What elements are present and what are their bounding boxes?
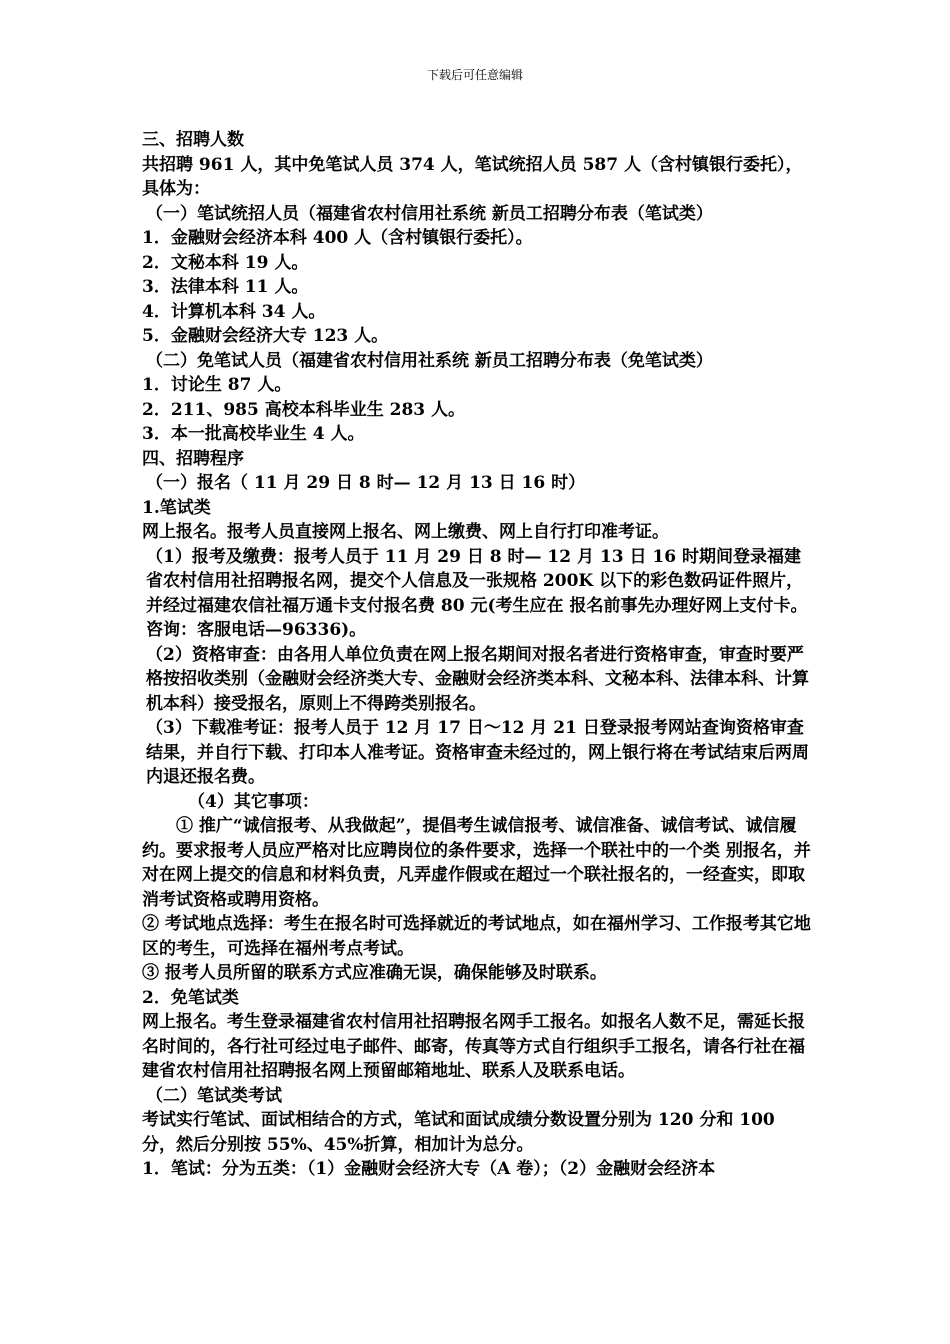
list-item: 5．金融财会经济大专 123 人。	[142, 326, 389, 346]
subsection-heading: （二）笔试类考试	[146, 1085, 282, 1106]
subsection-heading: 2．免笔试类	[142, 987, 239, 1008]
list-item: 1．讨论生 87 人。	[142, 375, 292, 395]
subsection-heading: （一）报名（ 11 月 29 日 8 时— 12 月 13 日 16 时）	[146, 473, 586, 493]
section-heading: 三、招聘人数	[142, 130, 244, 150]
paragraph: 考试实行笔试、面试相结合的方式，笔试和面试成绩分数设置分别为 120 分和 100 分，然后分别按 55%、45%折算，相加计为总分。	[142, 1110, 775, 1155]
paragraph: 1．笔试：分为五类：（1）金融财会经济大专（A 卷）；（2）金融财会经济本	[142, 1159, 716, 1179]
paragraph: ② 考试地点选择：考生在报名时可选择就近的考试地点，如在福州学习、工作报考其它地区的考生，可选择在福州考点考试。	[142, 914, 811, 959]
list-item: 2．文秘本科 19 人。	[142, 252, 309, 273]
subsection-heading: （一）笔试统招人员（福建省农村信用社系统 新员工招聘分布表（笔试类）	[146, 203, 713, 224]
paragraph: （4）其它事项：	[188, 791, 319, 812]
paragraph: ① 推广“诚信报考、从我做起”，提倡考生诚信报考、诚信准备、诚信考试、诚信履约。要求报考人员应严格对比应聘岗位的条件要求，选择一个联社中的一个类 别报名，并对在网上提交的信息和材料负责，凡弄虚作假或在超过一个联社报名的，一经查实，即取消考试资格或聘用资格。	[142, 816, 811, 910]
paragraph: （1）报考及缴费：报考人员于 11 月 29 日 8 时— 12 月 13 日 16 时期间登录福建省农村信用社招聘报名网，提交个人信息及一张规格 200K 以下的彩色数码证件照片，并经过福建农信社福万通卡支付报名费 80 元(考生应在 报名前事先办理好网上支付卡。咨询：客服电话—96336)。	[146, 546, 808, 640]
paragraph: 网上报名。报考人员直接网上报名、网上缴费、网上自行打印准考证。	[142, 522, 669, 542]
list-item: 4．计算机本科 34 人。	[142, 301, 326, 322]
list-item: 2．211、985 高校本科毕业生 283 人。	[142, 399, 466, 420]
paragraph: 共招聘 961 人，其中免笔试人员 374 人，笔试统招人员 587 人（含村镇银行委托），具体为：	[142, 154, 803, 199]
paragraph: 网上报名。考生登录福建省农村信用社招聘报名网手工报名。如报名人数不足，需延长报名时间的，各行社可经过电子邮件、邮寄，传真等方式自行组织手工报名，请各行社在福建省农村信用社招聘报名网上预留邮箱地址、联系人及联系电话。	[142, 1012, 805, 1081]
list-item: 3．法律本科 11 人。	[142, 277, 309, 297]
paragraph: （2）资格审查：由各用人单位负责在网上报名期间对报名者进行资格审查，审查时要严格按招收类别（金融财会经济类大专、金融财会经济类本科、文秘本科、法律本科、计算机本科）接受报名，原则上不得跨类别报名。	[146, 644, 809, 714]
list-item: 1．金融财会经济本科 400 人（含村镇银行委托）。	[142, 228, 533, 248]
paragraph: ③ 报考人员所留的联系方式应准确无误，确保能够及时联系。	[142, 963, 607, 983]
list-item: 3．本一批高校毕业生 4 人。	[142, 424, 365, 444]
section-heading: 四、招聘程序	[142, 448, 244, 469]
subsection-heading: 1.笔试类	[142, 497, 211, 518]
subsection-heading: （二）免笔试人员（福建省农村信用社系统 新员工招聘分布表（免笔试类）	[146, 350, 713, 371]
page-header: 下载后可任意编辑	[426, 68, 523, 82]
document-body	[142, 128, 814, 1182]
paragraph: （3）下载准考证：报考人员于 12 月 17 日～12 月 21 日登录报考网站查询资格审查结果，并自行下载、打印本人准考证。资格审查未经过的，网上银行将在考试结束后两周内退还报名费。	[146, 718, 809, 787]
